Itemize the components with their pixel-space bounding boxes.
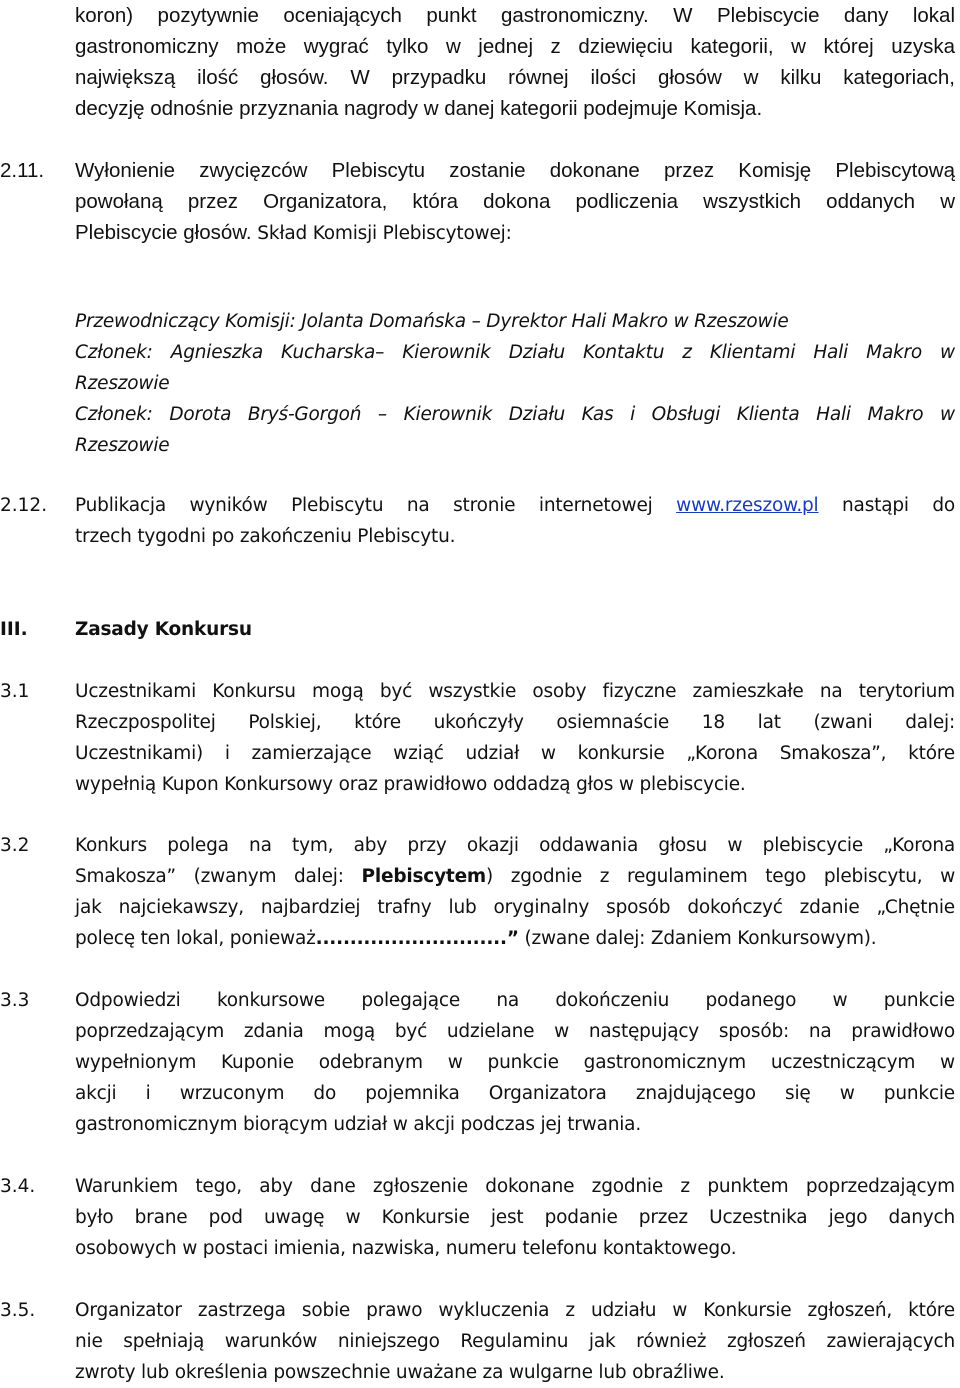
committee-chair: Przewodniczący Komisji: Jolanta Domańska – Dyrektor Hali Makro w Rzeszowie — [75, 311, 789, 332]
line-part: (zwane dalej: Zdaniem Konkursowym). — [518, 928, 877, 949]
committee-member: Członek: Dorota Bryś-Gorgoń – Kierownik Działu Kas i Obsługi Klienta Hali Makro w — [75, 404, 955, 425]
paragraph-line: Odpowiedzi konkursowe polegające na dokończeniu podanego w punkcie — [75, 990, 955, 1011]
committee-member-cont: Rzeszowie — [75, 435, 170, 456]
paragraph-line: Uczestnikami) i zamierzające wziąć udział w konkursie „Korona Smakosza”, które — [75, 743, 955, 764]
intro-line: koron) pozytywnie oceniających punkt gastronomiczny. W Plebiscycie dany lokal — [75, 4, 955, 27]
paragraph-3-1 — [75, 676, 955, 800]
section-number-2-12: 2.12. — [0, 495, 48, 516]
line-part: ) zgodnie z regulaminem tego plebiscytu, w — [486, 866, 956, 887]
paragraph-line: wypełnią Kupon Konkursowy oraz prawidłowo oddadzą głos w plebiscycie. — [75, 774, 746, 795]
paragraph-line: Organizator zastrzega sobie prawo wykluczenia z udziału w Konkursie zgłoszeń, które — [75, 1300, 955, 1321]
section-number-2-11: 2.11. — [0, 159, 45, 182]
paragraph-line: poprzedzającym zdania mogą być udzielane w następujący sposób: na prawidłowo — [75, 1021, 955, 1042]
paragraph-line: gastronomicznym biorącym udział w akcji podczas jej trwania. — [75, 1114, 641, 1135]
section-number-3: III. — [0, 619, 28, 640]
paragraph-line: jak najciekawszy, najbardziej trafny lub oryginalny sposób dokończyć zdanie „Chętnie — [75, 897, 955, 918]
line-part: ............................” — [315, 928, 519, 949]
website-link[interactable]: www.rzeszow.pl — [676, 495, 819, 516]
paragraph-line — [75, 923, 955, 954]
paragraph-3-4 — [75, 1171, 955, 1264]
committee-list — [75, 306, 955, 461]
section-number-3-4: 3.4. — [0, 1176, 36, 1197]
line-part: Smakosza” (zwanym dalej: — [75, 866, 362, 887]
paragraph-line — [75, 861, 955, 892]
intro-line: największą ilość głosów. W przypadku równej ilości głosów w kilku kategoriach, — [75, 66, 955, 89]
intro-line: gastronomiczny może wygrać tylko w jednej z dziewięciu kategorii, w której uzyska — [75, 35, 955, 58]
bold-term: Plebiscytem — [361, 866, 487, 887]
section-heading: Zasady Konkursu — [75, 619, 252, 640]
section-number-3-3: 3.3 — [0, 990, 30, 1011]
intro-paragraph — [75, 0, 955, 124]
intro-line: decyzję odnośnie przyznania nagrody w danej kategorii podejmuje Komisja. — [75, 97, 763, 120]
paragraph-line: Wyłonienie zwycięzców Plebiscytu zostanie dokonane przez Komisję Plebiscytową — [75, 159, 955, 182]
section-number-3-1: 3.1 — [0, 681, 30, 702]
paragraph-3-5 — [75, 1295, 955, 1388]
paragraph-line: było brane pod uwagę w Konkursie jest podanie przez Uczestnika jego danych — [75, 1207, 955, 1228]
paragraph-line — [75, 490, 955, 521]
text-before-link: Publikacja wyników Plebiscytu na stronie internetowej — [75, 495, 677, 516]
paragraph-3-2 — [75, 830, 955, 954]
paragraph-line — [75, 217, 955, 249]
paragraph-line: zwroty lub określenia powszechnie uważane za wulgarne lub obraźliwe. — [75, 1362, 725, 1383]
committee-member-cont: Rzeszowie — [75, 373, 170, 394]
paragraph-line: Warunkiem tego, aby dane zgłoszenie dokonane zgodnie z punktem poprzedzającym — [75, 1176, 955, 1197]
line-part: polecę ten lokal, ponieważ — [75, 928, 316, 949]
paragraph-line: Konkurs polega na tym, aby przy okazji oddawania głosu w plebiscycie „Korona — [75, 835, 955, 856]
paragraph-line: powołaną przez Organizatora, która dokona podliczenia wszystkich oddanych w — [75, 190, 955, 213]
text-after-link: nastąpi do — [818, 495, 956, 516]
committee-member: Członek: Agnieszka Kucharska– Kierownik Działu Kontaktu z Klientami Hali Makro w — [75, 342, 955, 363]
paragraph-line: trzech tygodni po zakończeniu Plebiscytu. — [75, 526, 456, 547]
paragraph-line: nie spełniają warunków niniejszego Regulaminu jak również zgłoszeń zawierających — [75, 1331, 955, 1352]
paragraph-line: akcji i wrzuconym do pojemnika Organizatora znajdującego się w punkcie — [75, 1083, 955, 1104]
paragraph-line: osobowych w postaci imienia, nazwiska, numeru telefonu kontaktowego. — [75, 1238, 737, 1259]
section-number-3-2: 3.2 — [0, 835, 30, 856]
paragraph-3-3 — [75, 985, 955, 1140]
paragraph-line-part: Skład Komisji Plebiscytowej: — [251, 223, 512, 244]
paragraph-line-part: Plebiscycie głosów. — [75, 221, 252, 244]
paragraph-line: Uczestnikami Konkursu mogą być wszystkie osoby fizyczne zamieszkałe na terytorium — [75, 681, 955, 702]
paragraph-2-12 — [75, 490, 955, 552]
section-number-3-5: 3.5. — [0, 1300, 36, 1321]
paragraph-2-11 — [75, 155, 955, 249]
paragraph-line: Rzeczpospolitej Polskiej, które ukończyły osiemnaście 18 lat (zwani dalej: — [75, 712, 955, 733]
paragraph-line: wypełnionym Kuponie odebranym w punkcie gastronomicznym uczestniczącym w — [75, 1052, 955, 1073]
